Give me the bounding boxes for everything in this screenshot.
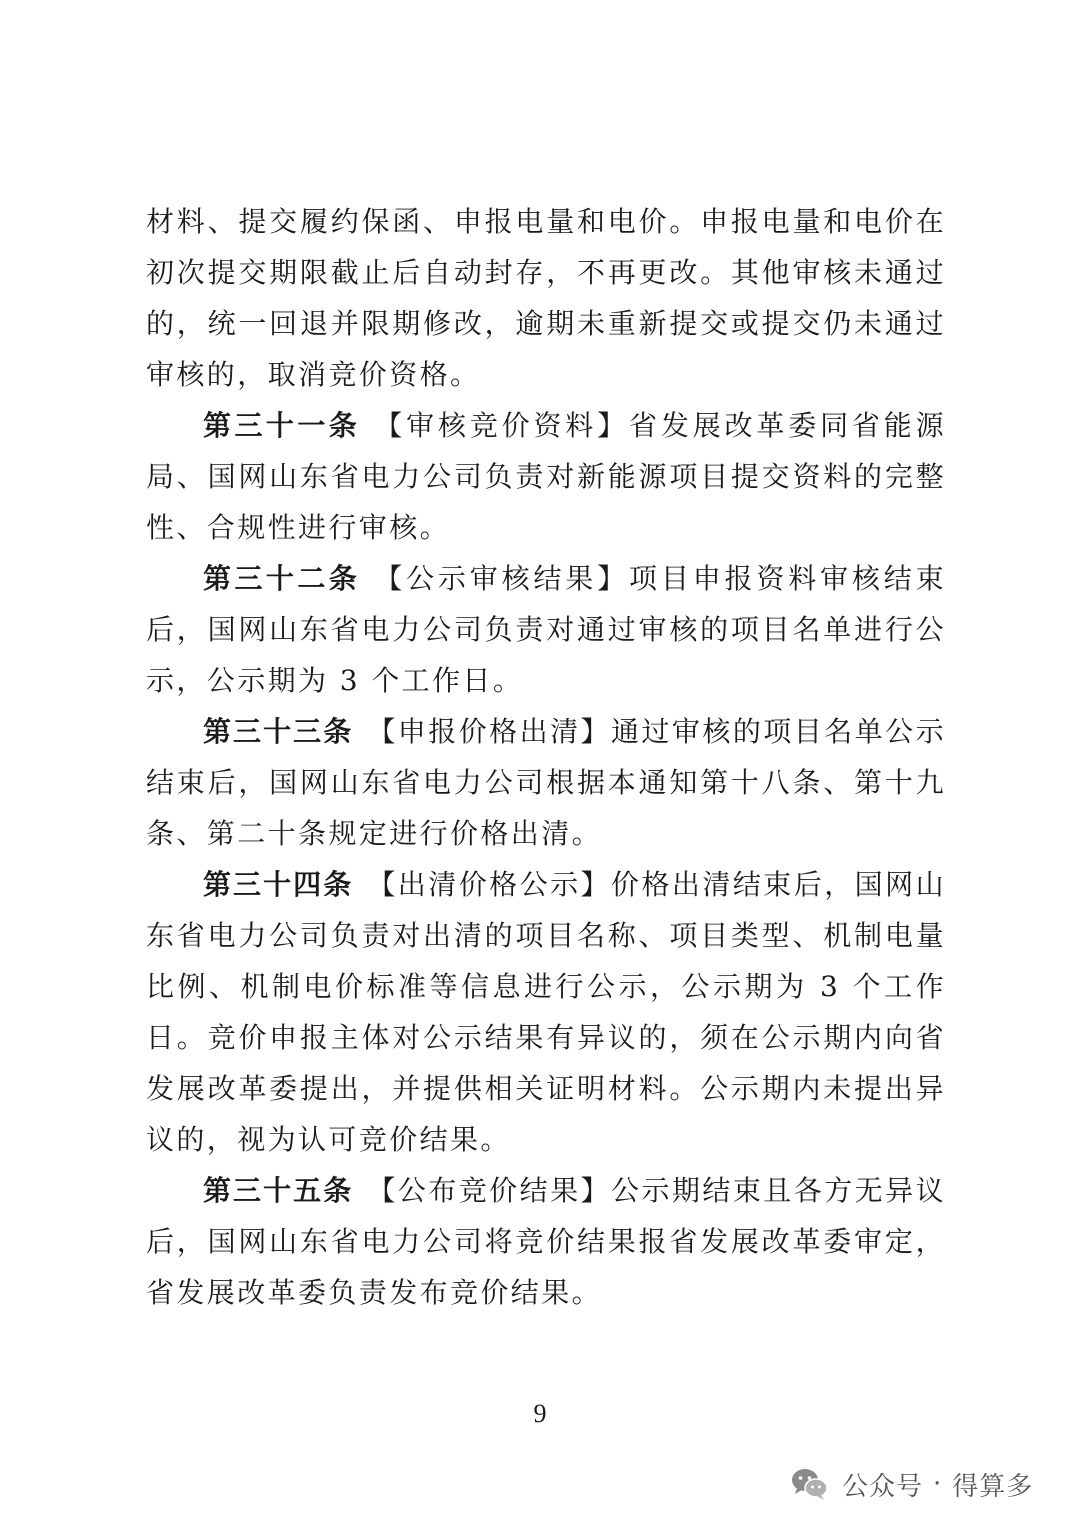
article-tag: 【出清价格公示】 <box>367 868 611 901</box>
article-35 <box>146 1165 946 1318</box>
document-body <box>146 196 946 1318</box>
article-32 <box>146 553 946 706</box>
wechat-watermark <box>790 1462 1033 1506</box>
article-text: 价格出清结束后，国网山东省电力公司负责对出清的项目名称、项目类型、机制电量比例、机制电价标准等信息进行公示，公示期为 3 个工作日。竞价申报主体对公示结果有异议的，须在公示期内向省发展改革委提出，并提供相关证明材料。公示期内未提出异议的，视为认可竞价结果。 <box>146 868 946 1156</box>
article-text: 省发展改革委同省能源局、国网山东省电力公司负责对新能源项目提交资料的完整性、合规性进行审核。 <box>146 409 946 544</box>
watermark-account: 得算多 <box>952 1471 1034 1502</box>
article-tag: 【申报价格出清】 <box>367 715 611 748</box>
article-31 <box>146 400 946 553</box>
article-text: 项目申报资料审核结束后，国网山东省电力公司负责对通过审核的项目名单进行公示，公示期为 3 个工作日。 <box>146 562 946 697</box>
article-text: 公示期结束且各方无异议后，国网山东省电力公司将竞价结果报省发展改革委审定，省发展改革委负责发布竞价结果。 <box>146 1174 946 1309</box>
continuation-paragraph: 材料、提交履约保函、申报电量和电价。申报电量和电价在初次提交期限截止后自动封存，不再更改。其他审核未通过的，统一回退并限期修改，逾期未重新提交或提交仍未通过审核的，取消竞价资格。 <box>146 205 946 391</box>
article-title: 第三十三条 <box>203 715 354 748</box>
article-tag: 【审核竞价资料】 <box>374 409 629 442</box>
wechat-icon <box>790 1466 830 1502</box>
article-34 <box>146 859 946 1165</box>
page-number: 9 <box>533 1399 547 1428</box>
article-title: 第三十二条 <box>203 562 361 595</box>
article-tag: 【公示审核结果】 <box>374 562 629 595</box>
watermark-label: 公众号 <box>842 1471 924 1502</box>
article-title: 第三十四条 <box>203 868 354 901</box>
article-33 <box>146 706 946 859</box>
article-title: 第三十一条 <box>203 409 361 442</box>
article-title: 第三十五条 <box>203 1174 354 1207</box>
article-tag: 【公布竞价结果】 <box>367 1174 611 1207</box>
watermark-separator: · <box>933 1469 943 1499</box>
article-text: 通过审核的项目名单公示结束后，国网山东省电力公司根据本通知第十八条、第十九条、第二十条规定进行价格出清。 <box>146 715 946 850</box>
